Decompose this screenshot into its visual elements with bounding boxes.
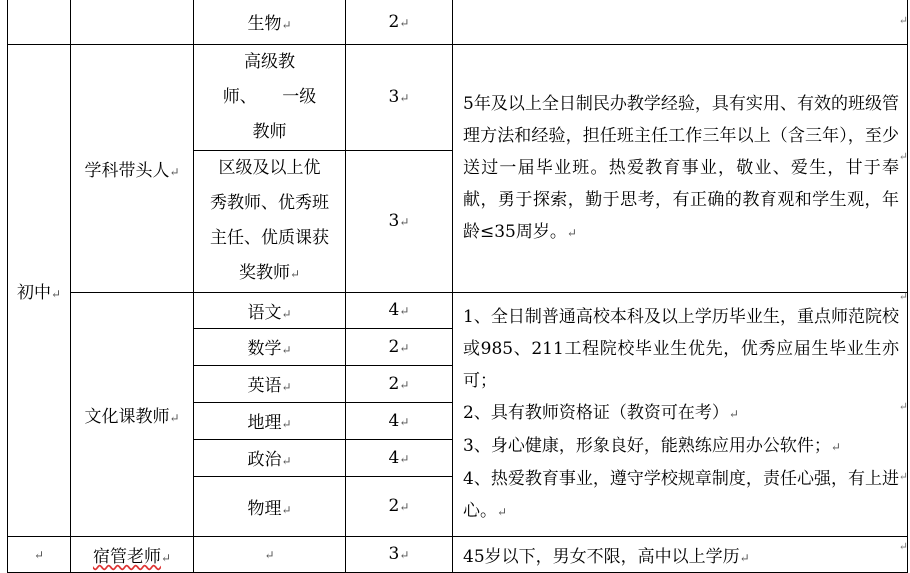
section-cell-empty: ↵ xyxy=(8,536,71,572)
recruitment-table xyxy=(7,0,908,573)
count-cell: 2↵ xyxy=(346,328,453,365)
title-cell: 区级及以上优 秀教师、优秀班 主任、优质课获 奖教师↵ xyxy=(194,150,346,292)
subject-cell-empty: ↵ xyxy=(194,536,346,572)
count-cell: 4↵ xyxy=(346,402,453,439)
table-row xyxy=(8,44,908,150)
table-row xyxy=(8,536,908,572)
subject-cell: 地理↵ xyxy=(194,402,346,439)
subject-cell: 语文↵ xyxy=(194,292,346,328)
subject-cell: 英语↵ xyxy=(194,365,346,402)
row-end-mark: ↵ xyxy=(898,540,908,553)
row-end-mark: ↵ xyxy=(898,150,908,163)
requirement-cell xyxy=(453,0,908,44)
role-cell-dorm: 宿管老师↵ xyxy=(71,536,194,572)
table-row xyxy=(8,0,908,44)
row-end-mark: ↵ xyxy=(898,290,908,303)
count-cell: 4↵ xyxy=(346,292,453,328)
row-end-mark: ↵ xyxy=(898,400,908,413)
subject-cell: 生物↵ xyxy=(194,0,346,44)
count-cell: 3↵ xyxy=(346,536,453,572)
count-cell: 3↵ xyxy=(346,44,453,150)
subject-cell: 政治↵ xyxy=(194,439,346,476)
count-cell: 4↵ xyxy=(346,439,453,476)
empty-cell xyxy=(8,0,71,44)
count-cell: 2↵ xyxy=(346,0,453,44)
table-row xyxy=(8,292,908,328)
count-cell: 3↵ xyxy=(346,150,453,292)
subject-cell: 物理↵ xyxy=(194,476,346,536)
role-cell-lead: 学科带头人↵ xyxy=(71,44,194,292)
requirement-cell-lead: 5年及以上全日制民办教学经验，具有实用、有效的班级管理方法和经验，担任班主任工作三年以上（含三年），至少送过一届毕业班。热爱教育事业，敬业、爱生，甘于奉献，勇于探索，勤于思考，有正确的教育观和学生观，年龄≤35周岁。↵ xyxy=(453,44,908,292)
row-end-mark: ↵ xyxy=(898,14,908,27)
role-cell-culture: 文化课教师↵ xyxy=(71,292,194,536)
count-cell: 2↵ xyxy=(346,365,453,402)
count-cell: 2↵ xyxy=(346,476,453,536)
requirement-cell-culture: 1、全日制普通高校本科及以上学历毕业生，重点师范院校或985、211工程院校毕业生优先，优秀应届生毕业生亦可； 2、具有教师资格证（教资可在考）↵ 3、身心健康，形象良好，能熟练应用办公软件；↵ 4、热爱教育事业，遵守学校规章制度，责任心强，有上进心。↵ xyxy=(453,292,908,536)
section-cell: 初中↵ xyxy=(8,44,71,536)
row-end-mark: ↵ xyxy=(898,470,908,483)
requirement-cell-dorm: 45岁以下，男女不限，高中以上学历↵ xyxy=(453,536,908,572)
title-cell: 高级教 师、 一级 教师 xyxy=(194,44,346,150)
subject-cell: 数学↵ xyxy=(194,328,346,365)
empty-cell xyxy=(71,0,194,44)
